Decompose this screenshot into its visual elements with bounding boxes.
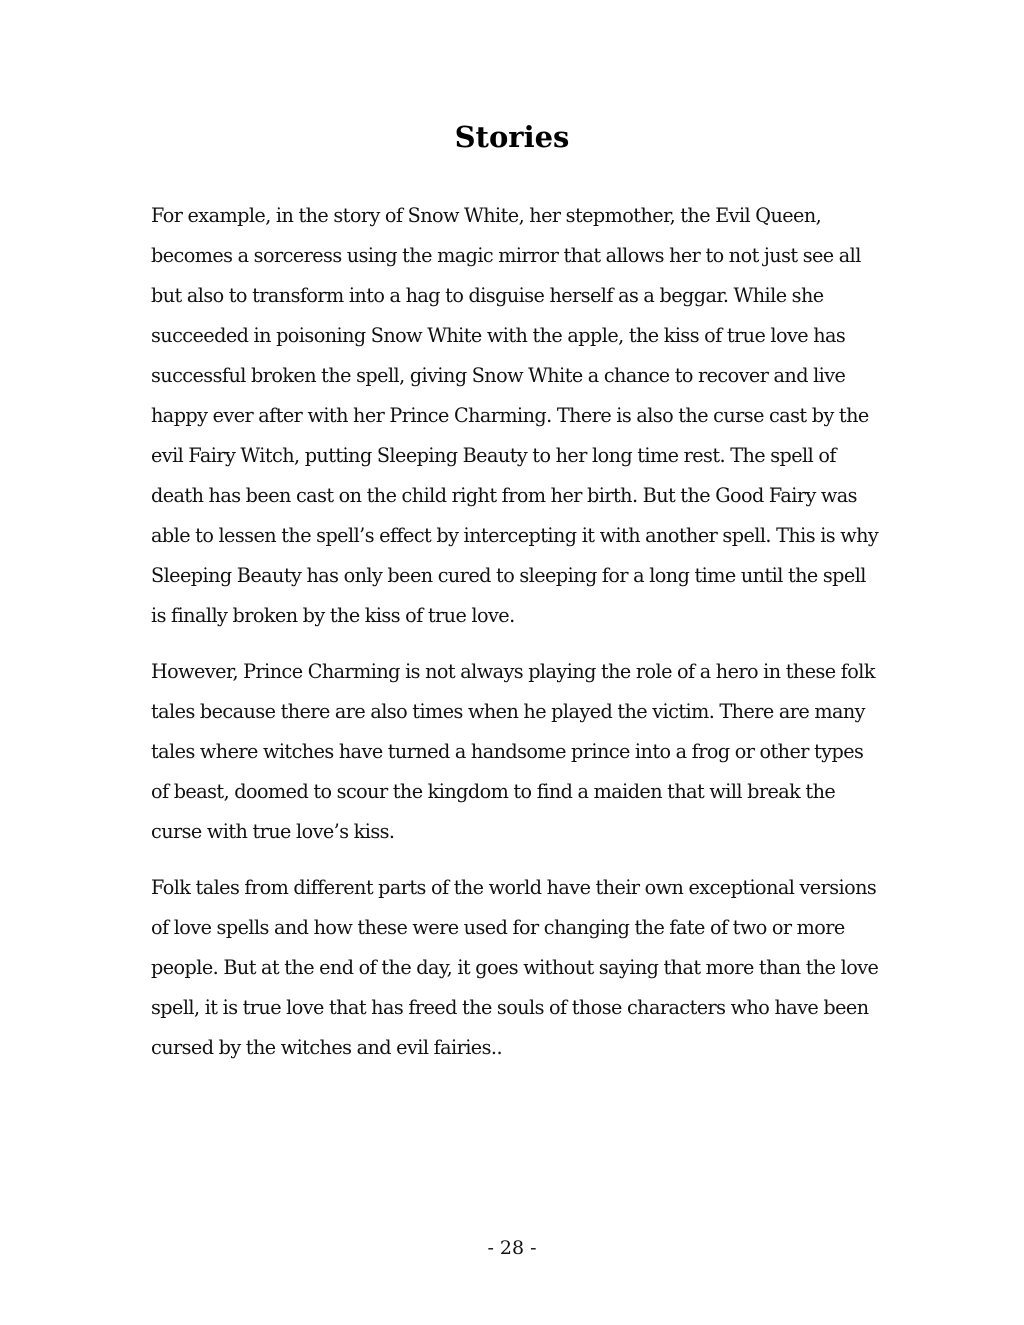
- paragraph-3: Folk tales from different parts of the world have their own exceptional versions of love spells and how these were used for changing the fate of two or more people. But at the end of the day, it goes without saying that more than the love spell, it is true love that has freed the souls of those characters who have been cursed by the witches and evil fairies..: [151, 876, 879, 1059]
- page-number: - 28 -: [487, 1237, 537, 1259]
- body-text: [151, 196, 881, 1084]
- paragraph-2: However, Prince Charming is not always playing the role of a hero in these folk tales because there are also times when he played the victim. There are many tales where witches have turned a handsome prince into a frog or other types of beast, doomed to scour the kingdom to find a maiden that will break the curse with true love’s kiss.: [151, 660, 875, 843]
- paragraph-1: For example, in the story of Snow White, her stepmother, the Evil Queen, becomes a sorceress using the magic mirror that allows her to not just see all but also to transform into a hag to disguise herself as a beggar. While she succeeded in poisoning Snow White with the apple, the kiss of true love has successful broken the spell, giving Snow White a chance to recover and live happy ever after with her Prince Charming. There is also the curse cast by the evil Fairy Witch, putting Sleeping Beauty to her long time rest. The spell of death has been cast on the child right from her birth. But the Good Fairy was able to lessen the spell’s effect by intercepting it with another spell. This is why Sleeping Beauty has only been cured to sleeping for a long time until the spell is finally broken by the kiss of true love.: [151, 204, 879, 627]
- page-title: Stories: [454, 120, 570, 154]
